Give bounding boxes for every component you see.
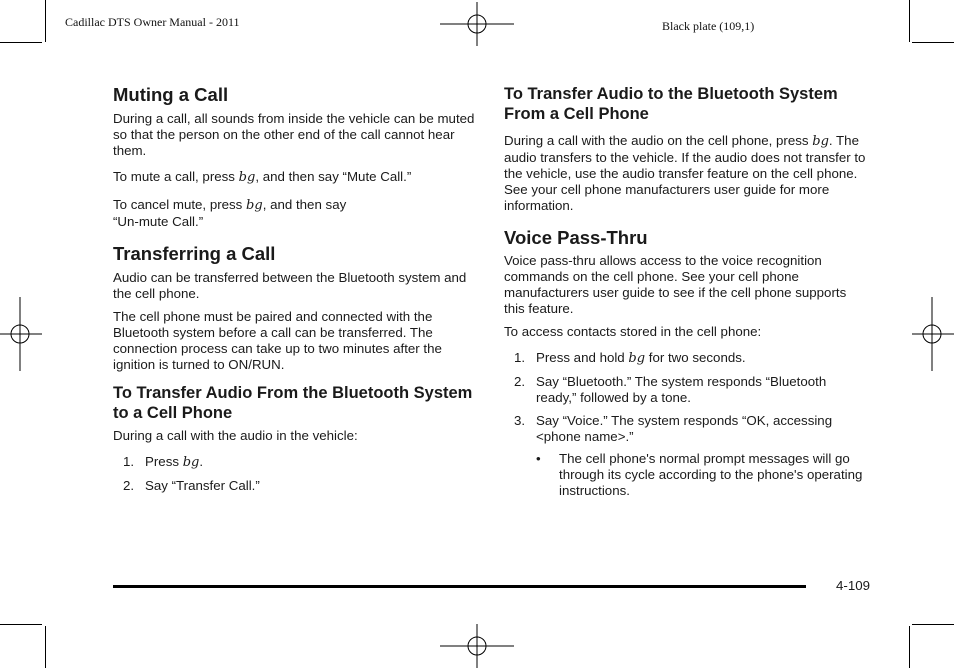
- registration-mark-right: [912, 297, 954, 371]
- registration-mark-top: [440, 2, 514, 46]
- list-item: [113, 478, 477, 494]
- left-column: [113, 84, 477, 494]
- to-bt-post: . The audio transfers to the vehicle. If the audio does not transfer to the vehicle, use the audio transfer feature on the cell phone. See your cell phone manufacturers user guide for more information.: [504, 133, 866, 213]
- section-title-transferring: Transferring a Call: [113, 243, 276, 264]
- step-number: 1.: [123, 454, 135, 469]
- unmute-instruction: [113, 197, 477, 230]
- step-number: 3.: [514, 413, 526, 428]
- section-title-muting: Muting a Call: [113, 84, 229, 105]
- header-plate-info: Black plate (109,1): [662, 19, 755, 33]
- transferring-p1: Audio can be transferred between the Bluetooth system and the cell phone.: [113, 270, 467, 301]
- step1-post: .: [199, 454, 204, 469]
- step-number: 2.: [123, 478, 135, 493]
- crop-mark: [909, 626, 910, 668]
- voice-step1-post: for two seconds.: [648, 350, 746, 365]
- step-text: [145, 454, 203, 471]
- to-bluetooth-paragraph: [504, 133, 870, 214]
- list-item: [113, 454, 477, 471]
- bullet-text: The cell phone's normal prompt messages will go through its cycle according to the phone's operating instructions.: [559, 451, 863, 498]
- crop-mark: [45, 626, 46, 668]
- step-text: Say “Transfer Call.”: [145, 478, 260, 493]
- step-number: 2.: [514, 374, 526, 389]
- registration-mark-bottom: [440, 624, 514, 668]
- voice-icon: g: [191, 455, 200, 470]
- page-number: 4-109: [836, 578, 871, 593]
- to-phone-intro: During a call with the audio in the vehicle:: [113, 428, 358, 443]
- unmute-pre: To cancel mute, press: [113, 197, 243, 212]
- registration-mark-left: [0, 297, 42, 371]
- crop-mark: [45, 0, 46, 42]
- crop-mark: [909, 0, 910, 42]
- voice-icon: g: [820, 134, 829, 149]
- footer-rule: [113, 585, 806, 588]
- step-number: 1.: [514, 350, 526, 365]
- phone-icon: b: [246, 198, 255, 213]
- transferring-p2: The cell phone must be paired and connected with the Bluetooth system before a call can be transferred. The connection process can take up to two minutes after the ignition is turned to ON/RUN.: [113, 309, 442, 372]
- mute-instruction: [113, 169, 477, 186]
- phone-icon: b: [812, 134, 821, 149]
- bullet-mark: •: [536, 451, 541, 466]
- step-text: Say “Voice.” The system responds “OK, accessing <phone name>.”: [536, 413, 833, 444]
- voice-icon: g: [254, 198, 263, 213]
- step1-pre: Press: [145, 454, 179, 469]
- crop-mark: [0, 624, 42, 625]
- subsection-title-to-phone: To Transfer Audio From the Bluetooth System to a Cell Phone: [113, 384, 473, 422]
- header-manual-title: Cadillac DTS Owner Manual - 2011: [65, 15, 240, 29]
- crop-mark: [912, 42, 954, 43]
- list-item: [504, 374, 870, 406]
- list-item: [504, 350, 870, 367]
- voice-p1: Voice pass-thru allows access to the voice recognition commands on the cell phone. See your cell phone manufacturers user guide to see if the cell phone supports this feature.: [504, 253, 847, 316]
- bullet-item: [504, 451, 870, 499]
- phone-icon: b: [182, 455, 192, 470]
- step-text: [536, 350, 746, 367]
- unmute-line2: “Un-mute Call.”: [113, 214, 204, 229]
- voice-step1-pre: Press and hold: [536, 350, 625, 365]
- section-title-voice-pass-thru: Voice Pass-Thru: [504, 227, 648, 248]
- phone-icon: b: [628, 351, 637, 366]
- unmute-post: , and then say: [262, 197, 347, 212]
- right-column: [504, 84, 870, 499]
- step-text: Say “Bluetooth.” The system responds “Bluetooth ready,” followed by a tone.: [536, 374, 827, 405]
- mute-post: , and then say “Mute Call.”: [255, 169, 412, 184]
- voice-icon: g: [636, 351, 646, 366]
- crop-mark: [0, 42, 42, 43]
- muting-intro: During a call, all sounds from inside the vehicle can be muted so that the person on the other end of the call cannot hear them.: [113, 111, 475, 158]
- to-bt-pre: During a call with the audio on the cell phone, press: [504, 133, 809, 148]
- voice-icon: g: [246, 170, 256, 185]
- crop-mark: [912, 624, 954, 625]
- subsection-title-to-bluetooth: To Transfer Audio to the Bluetooth System From a Cell Phone: [504, 85, 838, 123]
- phone-icon: b: [238, 170, 247, 185]
- list-item: [504, 413, 870, 445]
- mute-pre: To mute a call, press: [113, 169, 235, 184]
- voice-p2: To access contacts stored in the cell phone:: [504, 324, 762, 339]
